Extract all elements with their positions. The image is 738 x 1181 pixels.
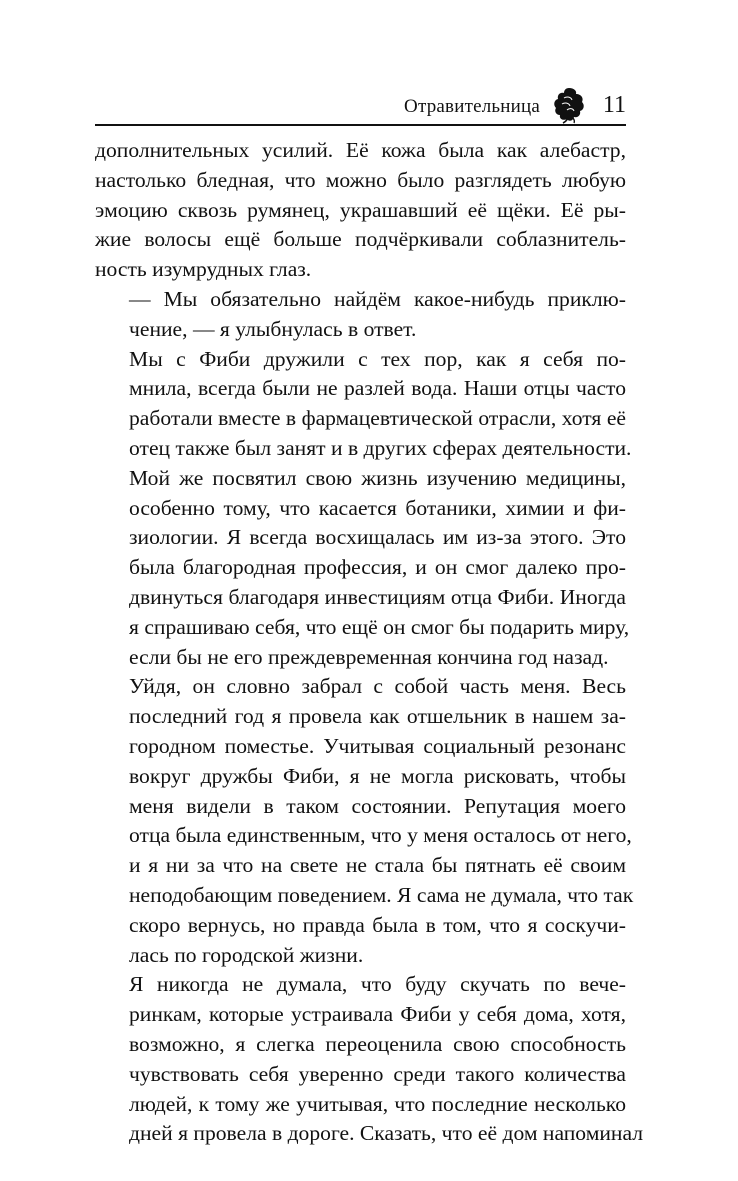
body-text: [95, 136, 644, 1149]
text-line: людей, к тому же учитывая, что последние несколько: [129, 1091, 626, 1116]
text-line: меня видели в таком состоянии. Репутация моего: [129, 793, 626, 818]
text-line: скоро вернусь, но правда была в том, что я соскучи-: [129, 912, 626, 937]
text-line: чение, — я улыбнулась в ответ.: [129, 316, 417, 341]
text-line: ность изумрудных глаз.: [95, 257, 312, 282]
running-title: Отравительница: [404, 96, 540, 117]
paragraph: [95, 970, 644, 1149]
text-line: возможно, я слегка переоценила свою способность: [129, 1031, 626, 1056]
text-line: городном поместье. Учитывая социальный резонанс: [129, 733, 626, 758]
text-line: ринкам, которые устраивала Фиби у себя дома, хотя,: [129, 1002, 626, 1027]
text-line: дополнительных усилий. Её кожа была как алебастр,: [95, 138, 626, 162]
text-line: вокруг дружбы Фиби, я не могла рисковать, чтобы: [129, 763, 626, 788]
paragraph: [95, 672, 634, 970]
text-line: особенно тому, что касается ботаники, химии и фи-: [129, 495, 626, 520]
text-line: эмоцию сквозь румянец, украшавший её щёки. Её ры-: [95, 197, 626, 222]
running-header: [95, 88, 626, 126]
text-line: — Мы обязательно найдём какое-нибудь приклю-: [129, 286, 626, 311]
paragraph: [95, 285, 626, 345]
text-line: чувствовать себя уверенно среди такого количества: [129, 1061, 626, 1086]
text-line: двинуться благодаря инвестициям отца Фиби. Иногда: [129, 584, 626, 609]
rose-ornament-icon: [552, 86, 586, 124]
text-line: отец также был занят и в других сферах деятельности.: [129, 435, 632, 460]
text-line: Мой же посвятил свою жизнь изучению медицины,: [129, 465, 626, 490]
text-line: жие волосы ещё больше подчёркивали соблазнитель-: [95, 227, 626, 252]
paragraph: [95, 136, 626, 285]
text-line: мнила, всегда были не разлей вода. Наши отцы часто: [129, 376, 626, 401]
text-line: настолько бледная, что можно было разглядеть любую: [95, 167, 626, 192]
text-line: Мы с Фиби дружили с тех пор, как я себя по-: [129, 346, 626, 371]
paragraph: [95, 345, 632, 673]
text-line: зиологии. Я всегда восхищалась им из-за этого. Это: [129, 525, 626, 550]
text-line: и я ни за что на свете не стала бы пятнать её своим: [129, 853, 626, 878]
text-line: дней я провела в дороге. Сказать, что её дом напоминал: [129, 1121, 644, 1146]
text-line: я спрашиваю себя, что ещё он смог бы подарить миру,: [129, 614, 630, 639]
text-line: Уйдя, он словно забрал с собой часть меня. Весь: [129, 674, 626, 699]
text-line: отца была единственным, что у меня осталось от него,: [129, 823, 632, 848]
text-line: неподобающим поведением. Я сама не думала, что так: [129, 882, 634, 907]
text-line: если бы не его преждевременная кончина год назад.: [129, 644, 609, 669]
text-line: работали вместе в фармацевтической отрасли, хотя её: [129, 406, 626, 431]
page-number: 11: [602, 92, 626, 118]
text-line: последний год я провела как отшельник в нашем за-: [129, 704, 626, 729]
text-line: лась по городской жизни.: [129, 942, 364, 967]
text-line: была благородная профессия, и он смог далеко про-: [129, 555, 626, 580]
text-line: Я никогда не думала, что буду скучать по вече-: [129, 972, 626, 997]
